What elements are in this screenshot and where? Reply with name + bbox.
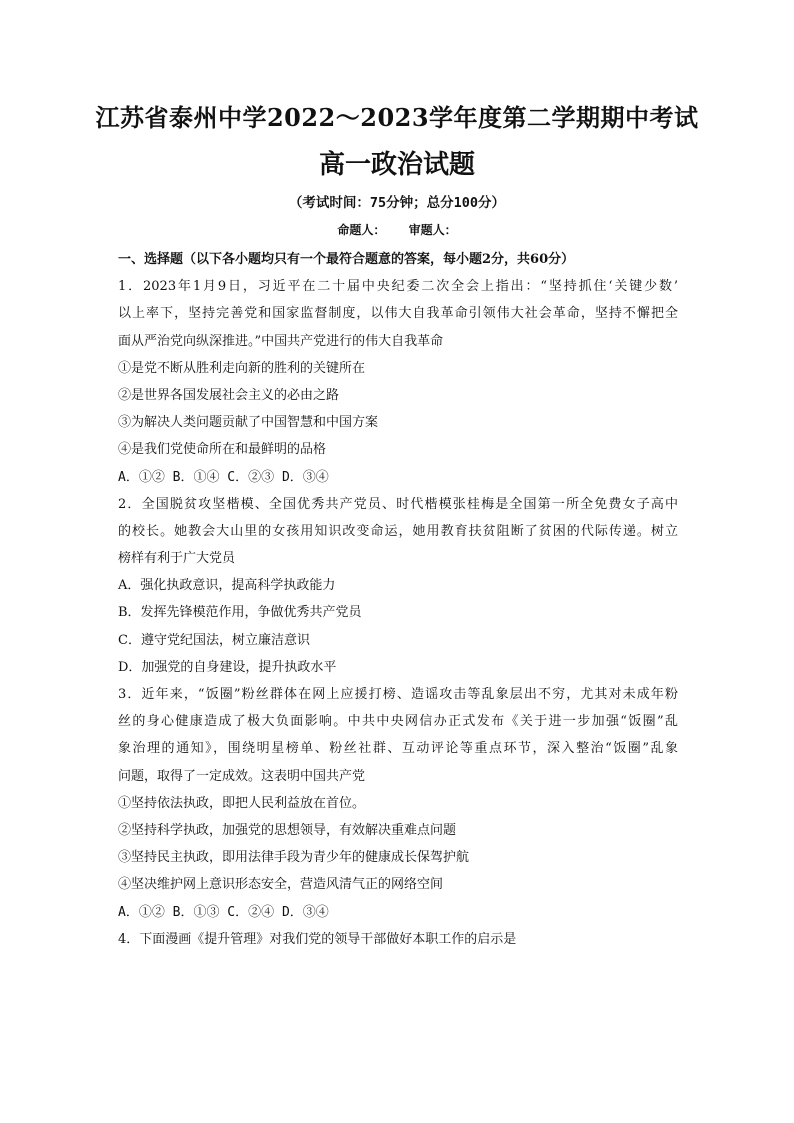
question-1	[118, 273, 678, 491]
q1-choices: A．①② B．①④ C．②③ D．③④	[118, 469, 329, 485]
q2-choice-c: C．遵守党纪国法，树立廉洁意识	[118, 632, 310, 648]
author-label: 命题人：	[337, 223, 386, 237]
q3-stem-line-1: 3．近年来，“饭圈”粉丝群体在网上应援打榜、造谣攻击等乱象层出不穷，尤其对未成年粉	[118, 687, 678, 702]
q2-choice-d: D．加强党的自身建设，提升执政水平	[118, 659, 337, 675]
exam-subtitle: 高一政治试题	[318, 150, 475, 180]
q1-option-1: ①是党不断从胜利走向新的胜利的关键所在	[118, 360, 366, 376]
q3-option-4: ④坚决维护网上意识形态安全，营造风清气正的网络空间	[118, 877, 444, 893]
question-4	[118, 926, 678, 953]
q1-option-2: ②是世界各国发展社会主义的必由之路	[118, 387, 340, 403]
q3-option-2: ②坚持科学执政，加强党的思想领导，有效解决重难点问题	[118, 822, 457, 838]
q2-stem-line-1: 2．全国脱贫攻坚楷模、全国优秀共产党员、时代楷模张桂梅是全国第一所全免费女子高中	[118, 496, 678, 512]
question-3	[118, 681, 678, 926]
q2-stem-line-2: 的校长。她教会大山里的女孩用知识改变命运，她用教育扶贫阻断了贫困的代际传递。树立	[118, 523, 678, 539]
q1-stem-line-1: 1．2023年1月9日，习近平在二十届中央纪委二次全会上指出：“坚持抓住‘关键少数’	[118, 279, 678, 295]
q3-option-3: ③坚持民主执政，即用法律手段为青少年的健康成长保驾护航	[118, 850, 470, 866]
exam-body	[118, 246, 678, 953]
q2-choice-b: B．发挥先锋模范作用，争做优秀共产党员	[118, 605, 362, 621]
q2-choice-a: A．强化执政意识，提高科学执政能力	[118, 578, 336, 594]
q1-option-3: ③为解决人类问题贡献了中国智慧和中国方案	[118, 415, 379, 431]
q1-stem-line-2: 以上率下，坚持完善党和国家监督制度，以伟大自我革命引领伟大社会革命，坚持不懈把全	[118, 306, 678, 322]
q3-stem-line-3: 象治理的通知》，围绕明星榜单、粉丝社群、互动评论等重点环节，深入整治“饭圈”乱象	[118, 741, 678, 757]
section-heading: 一、选择题（以下各小题均只有一个最符合题意的答案，每小题2分，共60分）	[118, 252, 575, 267]
q2-stem-line-3: 榜样有利于广大党员	[118, 551, 236, 567]
author-line	[0, 221, 794, 238]
question-2	[118, 491, 678, 681]
reviewer-label: 审题人：	[408, 223, 457, 237]
exam-title: 江苏省泰州中学2022～2023学年度第二学期期中考试	[95, 103, 699, 132]
q3-stem-line-4: 问题，取得了一定成效。这表明中国共产党	[118, 768, 366, 784]
q1-stem-line-3: 面从严治党向纵深推进。”中国共产党进行的伟大自我革命	[118, 333, 444, 349]
exam-info: （考试时间：75分钟；总分100分）	[288, 195, 506, 211]
q4-stem-line-1: 4．下面漫画《提升管理》对我们党的领导干部做好本职工作的启示是	[118, 931, 517, 947]
q3-choices: A．①② B．①③ C．②④ D．③④	[118, 904, 329, 920]
q1-option-4: ④是我们党使命所在和最鲜明的品格	[118, 442, 327, 458]
q3-option-1: ①坚持依法执政，即把人民利益放在首位。	[118, 795, 366, 811]
q3-stem-line-2: 丝的身心健康造成了极大负面影响。中共中央网信办正式发布《关于进一步加强“饭圈”乱	[118, 714, 678, 730]
